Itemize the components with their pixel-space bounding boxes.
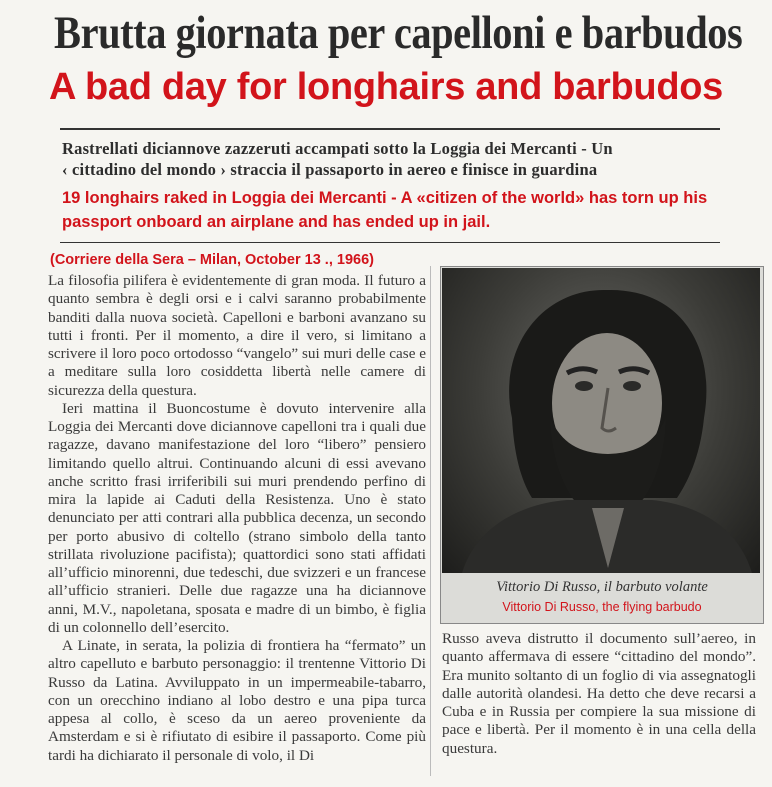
headline-english: A bad day for longhairs and barbudos [49, 66, 723, 108]
article-left-column [48, 272, 426, 765]
subheadline-italian [62, 138, 722, 180]
subheadline-italian-line: ‹ cittadino del mondo › straccia il passaporto in aereo e finisce in guardina [62, 160, 598, 179]
article-paragraph: Ieri mattina il Buoncostume è dovuto intervenire alla Loggia dei Mercanti dove diciannove capelloni tra i quali due ragazze, davano manifestazione del loro “libero” pensiero limitando quello altrui. Continuando alcuni di essi avevano anche scritto frasi irriferibili sui muri prendendo perfino di mira la lapide ai Caduti della Resistenza. Uno è stato denunciato per atti contrari alla pubblica decenza, un secondo per porto abusivo di coltello (strano simbolo della tanto strillata rivoluzione pacifista); quattordici sono stati affidati all’ufficio minorenni, due tedeschi, due svizzeri e un francese all’ufficio stranieri. Delle due ragazze una ha diciannove anni, M.V., napoletana, sposata e madre di un bimbo, è figlia di un colonnello dell’esercito. [48, 399, 426, 636]
subheadline-english-line: 19 longhairs raked in Loggia dei Mercanti - A «citizen of the world» has torn up his [62, 189, 708, 207]
subheadline-english [62, 186, 742, 234]
photo-caption-italian: Vittorio Di Russo, il barbuto volante [496, 579, 708, 595]
top-rule [60, 128, 720, 130]
column-divider [430, 266, 431, 776]
subheadline-english-line: passport onboard an airplane and has ended up in jail. [62, 213, 491, 231]
article-paragraph: La filosofia pilifera è evidentemente di gran moda. Il futuro a quanto sembra è degli orsi e i calvi saranno probabilmente banditi dalla nuova società. Capelloni e barboni avanzano su tutti i fronti. Per il momento, a dire il vero, si limitano a scrivere il loro poco ortodosso “vangelo” sui muri delle case e a meditare sulla loro cosiddetta libertà nelle camere di sicurezza della questura. [48, 272, 426, 399]
article-paragraph: A Linate, in serata, la polizia di frontiera ha “fermato” un altro capelluto e barbuto personaggio: il trentenne Vittorio Di Russo da Latina. Avviluppato in un impermeabile-tabarro, con un orecchino indiano al lobo destro e una pipa turca appesa al collo, è sceso da un aereo proveniente da Amsterdam e si è rifiutato di esibire il passaporto. Come più tardi ha dichiarato il personale di volo, il Di [48, 637, 426, 764]
portrait-illustration [442, 268, 760, 573]
portrait-photo [442, 268, 760, 573]
article-paragraph: Russo aveva distrutto il documento sull’aereo, in quanto affermava di essere “cittadino del mondo”. Era munito soltanto di un foglio di via assegnatogli dalle autorità olandesi. Ha detto che deve recarsi a Cuba e in Russia per compiere la sua missione di pace e libertà. Per il momento è in una cella della questura. [442, 630, 756, 757]
headline-italian: Brutta giornata per capelloni e barbudos [54, 7, 743, 59]
photo-frame [440, 266, 764, 624]
bottom-rule [60, 242, 720, 243]
article-right-column [442, 630, 756, 758]
subheadline-italian-line: Rastrellati diciannove zazzeruti accampati sotto la Loggia dei Mercanti - Un [62, 139, 613, 158]
photo-caption-english: Vittorio Di Russo, the flying barbudo [502, 600, 702, 614]
source-citation: (Corriere della Sera – Milan, October 13 ., 1966) [50, 252, 374, 268]
